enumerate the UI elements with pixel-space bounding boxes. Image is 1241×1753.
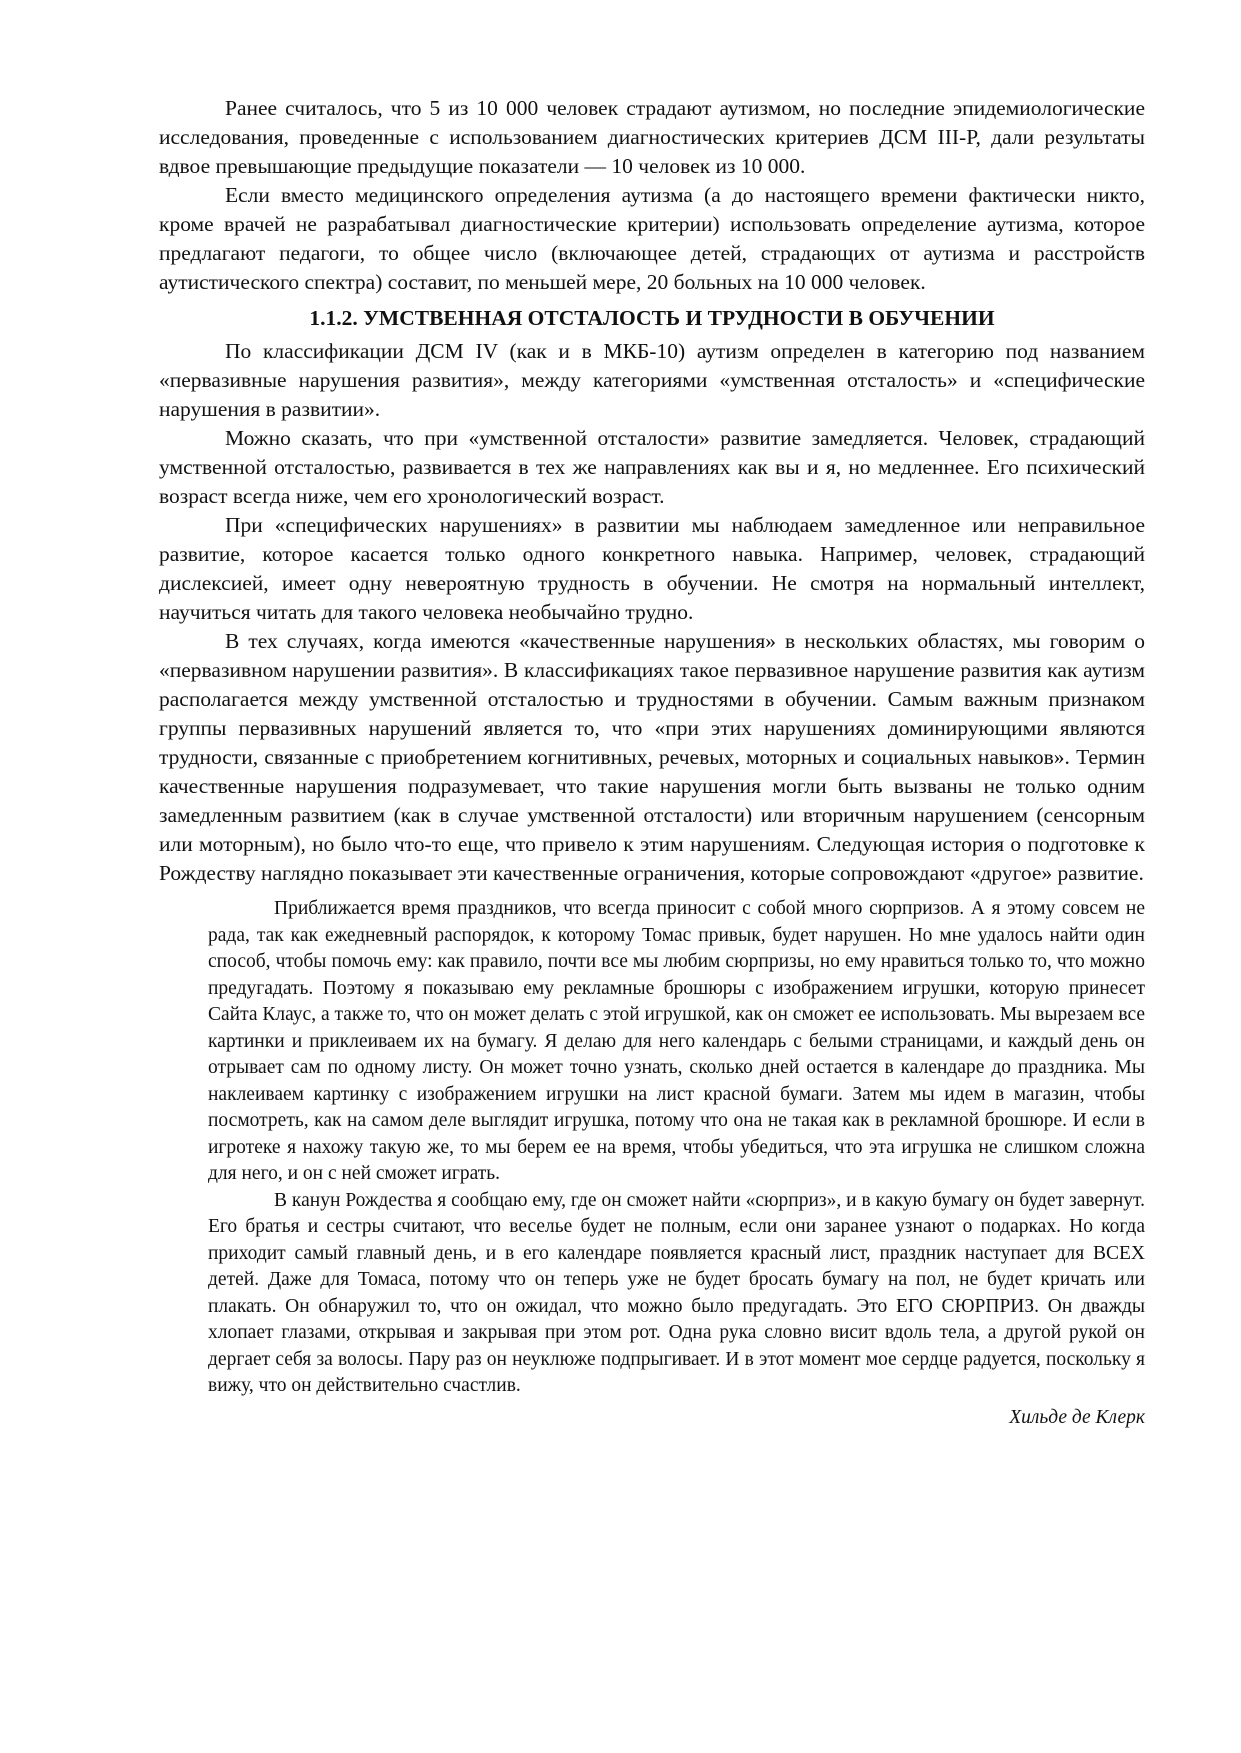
main-section [159, 337, 1145, 888]
paragraph-pervasive-disorders: В тех случаях, когда имеются «качественные нарушения» в нескольких областях, мы говорим о «первазивном нарушении развития». В классификациях такое первазивное нарушение развития как аутизм располагается между умственной отсталостью и трудностями в обучении. Самым важным признаком группы первазивных нарушений является то, что «при этих нарушениях доминирующими являются трудности, связанные с приобретением когнитивных, речевых, моторных и социальных навыков». Термин качественные нарушения подразумевает, что такие нарушения могли быть вызваны не только одним замедленным развитием (как в случае умственной отсталости) или вторичным нарушением (сенсорным или моторным), но было что-то еще, что привело к этим нарушениям. Следующая история о подготовке к Рождеству наглядно показывает эти качественные ограничения, которые сопровождают «другое» развитие. [159, 629, 1145, 885]
paragraph-classification: По классификации ДСМ IV (как и в МКБ-10) аутизм определен в категорию под названием «первазивные нарушения развития», между категориями «умственная отсталость» и «специфические нарушения в развитии». [159, 339, 1145, 421]
paragraph-specific-disorders: При «специфических нарушениях» в развитии мы наблюдаем замедленное или неправильное развитие, которое касается только одного конкретного навыка. Например, человек, страдающий дислексией, имеет одну невероятную трудность в обучении. Не смотря на нормальный интеллект, научиться читать для такого человека необычайно трудно. [159, 513, 1145, 624]
paragraph-mental-retardation: Можно сказать, что при «умственной отсталости» развитие замедляется. Человек, страдающий умственной отсталостью, развивается в тех же направлениях как вы и я, но медленнее. Его психический возраст всегда ниже, чем его хронологический возраст. [159, 426, 1145, 508]
paragraph-pedagogical-definition: Если вместо медицинского определения аутизма (а до настоящего времени фактически никто, кроме врачей не разрабатывал диагностические критерии) использовать определение аутизма, которое предлагают педагоги, то общее число (включающее детей, страдающих от аутизма и расстройств аутистического спектра) составит, по меньшей мере, 20 больных на 10 000 человек. [159, 183, 1145, 294]
christmas-story-quote [208, 896, 1145, 1431]
intro-section [159, 94, 1145, 297]
document-page [159, 94, 1145, 1431]
paragraph-prevalence: Ранее считалось, что 5 из 10 000 человек страдают аутизмом, но последние эпидемиологические исследования, проведенные с использованием диагностических критериев ДСМ III-Р, дали результаты вдвое превышающие предыдущие показатели — 10 человек из 10 000. [159, 96, 1145, 178]
quote-paragraph-christmas-eve: В канун Рождества я сообщаю ему, где он сможет найти «сюрприз», и в какую бумагу он будет завернут. Его братья и сестры считают, что веселье будет не полным, если они заранее узнают о подарках. Но когда приходит самый главный день, и в его календаре появляется красный лист, праздник наступает для ВСЕХ детей. Даже для Томаса, потому что он теперь уже не будет бросать бумагу на пол, не будет кричать или плакать. Он обнаружил то, что он ожидал, что можно было предугадать. Это ЕГО СЮРПРИЗ. Он дважды хлопает глазами, открывая и закрывая при этом рот. Одна рука словно висит вдоль тела, а другой рукой он дергает себя за волосы. Пару раз он неуклюже подпрыгивает. И в этот момент мое сердце радуется, поскольку я вижу, что он действительно счастлив. [208, 1189, 1145, 1396]
quote-paragraph-preparation: Приближается время праздников, что всегда приносит с собой много сюрпризов. А я этому совсем не рада, так как ежедневный распорядок, к которому Томас привык, будет нарушен. Но мне удалось найти один способ, чтобы помочь ему: как правило, почти все мы любим сюрпризы, но ему нравиться только то, что можно предугадать. Поэтому я показываю ему рекламные брошюры с изображением игрушки, которую принесет Сайта Клаус, а также то, что он может делать с этой игрушкой, как он сможет ее использовать. Мы вырезаем все картинки и приклеиваем их на бумагу. Я делаю для него календарь с белыми страницами, и каждый день он отрывает сам по одному листу. Он может точно узнать, сколько дней остается в календаре до праздника. Мы наклеиваем картинку с изображением игрушки на лист красной бумаги. Затем мы идем в магазин, чтобы посмотреть, как на самом деле выглядит игрушка, потому что она не такая как в рекламной брошюре. И если в игротеке я нахожу такую же, то мы берем ее на время, чтобы убедиться, что эта игрушка не слишком сложна для него, и он с ней сможет играть. [208, 898, 1145, 1184]
section-heading: 1.1.2. УМСТВЕННАЯ ОТСТАЛОСТЬ И ТРУДНОСТИ В ОБУЧЕНИИ [309, 306, 995, 330]
quote-author: Хильде де Клерк [1009, 1406, 1145, 1428]
